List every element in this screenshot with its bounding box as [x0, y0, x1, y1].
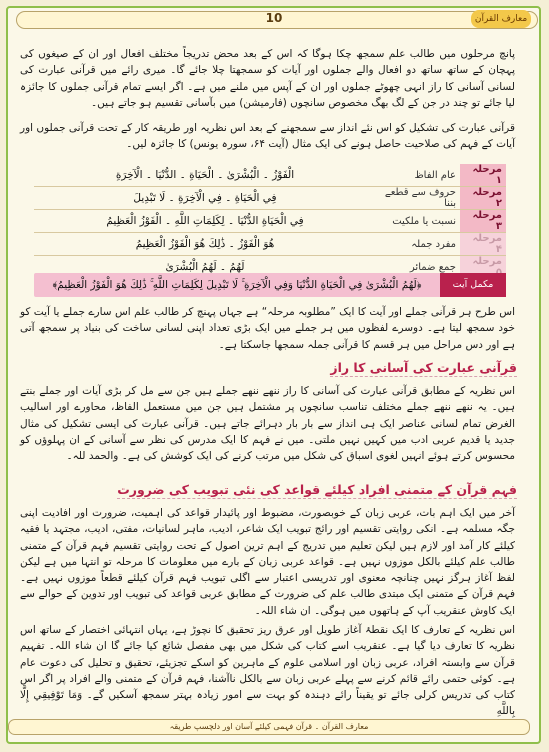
stage-row: [34, 233, 506, 256]
stage-label: مرحلہ: [460, 256, 506, 279]
stage-arabic: فِي الْحَيَاةِ الدُّنْيَا ۔ لِكَلِمَاتِ اللَّهِ ۔ الْفَوْزُ الْعَظِيمُ: [34, 210, 376, 233]
paragraph-secret: اس نظریہ کے مطابق قرآنی عبارت کی آسانی کا راز ننھے ننھے جملے ہیں جن سے مل کر بڑی آیات اور جملے بنتے ہیں۔ یہ ننھے ننھے جملے مختلف تناسب سانچوں پر مشتمل ہیں جن میں مستعمل الفاظ، محاورے اور اسالیب الغرض تمام لسانی عناصر ایک ہی انداز سے بار بار دہرائے جاتے ہیں۔ قرآنی عبارت کی ایسی تشکیل کی مثال جدید یا قدیم عربی ادب میں کہیں نہیں ملتی۔ میں نے فہم کا ایک مدرس کی نظر سے آسانی کے ان پہلوؤں کو محسوس کرتے ہوئے انہیں لغوی اسباق کی شکل میں مرتب کرنے کی ایک کوشش کی ہے۔ والحمد للہ۔: [20, 385, 515, 463]
paragraph-intro: پانچ مرحلوں میں طالب علم سمجھ چکا ہوگا کہ اس کے بعد محض تدریجاً مختلف افعال اور ان کے صیغوں کی پہچان کے ساتھ ساتھ دو افعال والے جملوں اور آیات کو سمجھتا چلا جائے گا۔ میری رائے میں قرآنی عبارت کی لسانی آسانی کا راز انہی چھوٹے جملوں اور ان کے آپس میں ملنے میں ہے۔ اگر ایسے تمام قرآنی جملوں کا جائزہ لیا جائے تو چند در جن کے لگ بھگ مخصوص سانچوں (فارمیشن) میں بآسانی تقسیم ہو جاتے ہیں۔: [20, 48, 515, 109]
stage-arabic: هُوَ الْفَوْزُ ۔ ذَٰلِكَ هُوَ الْفَوْزُ الْعَظِيمُ: [34, 233, 376, 256]
paragraph-stage-summary: اس طرح ہر قرآنی جملے اور آیت کا ایک ”مطلوبہ مرحلہ“ ہے جہاں پہنچ کر طالب علم اس سارے جملے یا آیت کو خود سمجھ لیتا ہے۔ دوسرے لفظوں میں ہر جملے میں ایک بڑی تعداد اپنی لسانی ساخت کی بنیاد پر سمجھ آتی ہے اور دس مراحل میں ہر قسم کا قرآنی جملہ سمجھا جاسکتا ہے۔: [20, 306, 515, 351]
section-heading: قرآنی عبارت کی آسانی کا راز: [330, 360, 517, 375]
page-number: 10: [265, 11, 283, 25]
paragraph-example-intro: قرآنی عبارت کی تشکیل کو اس نئے انداز سے سمجھنے کے بعد اس نظریہ اور طریقہ کار کے تحت قرآنی جملوں اور آیات کے فہم کی صلاحیت حاصل ہونے کی ایک مثال (آیت ۶۴، سورہ یونس) کا جائزہ لیں۔: [20, 122, 515, 151]
stage-row: [34, 187, 506, 210]
stage-label: مرحلہ ۳: [460, 210, 506, 233]
stage-category: جمع ضمائر: [376, 256, 460, 279]
stage-category: حروف سے قطعے بننا: [376, 187, 460, 210]
paragraph-grammar: آخر میں ایک اہم بات، عربی زبان کے خوبصورت، مضبوط اور پائیدار قواعد کی اہمیت، ضرورت اور افادیت اپنی جگہ مسلمہ ہے۔ انکی روایتی تقسیم اور رائج تبویب ایک شاعر، ادیب، ماہر لسانیات، مفتی، ادیب، مجتہد یا فقیہ کیلئے کار آمد اور لازم ہیں لیکن تعلیم میں تدریج کے اہم ترین اصول کے تحت روایتی تقسیم فہم قرآن کے متمنی طالب علم کیلئے بالکل موزوں نہیں ہے۔ قواعد عربی زبان کے بارے میں معلومات کا مرحلہ تو انتہا میں ہے لیکن لفظ آغاز ہرگز نہیں چنانچہ معنوی اور تدریسی اعتبار سے اگلی تبویب فہم قرآن کیلئے قطعاً موزوں نہیں ہے۔ فہم قرآن کے متمنی ایک مبتدی طالب علم کی ضرورت کے مطابق عربی قواعد کی تبویب اور تدوین کے حوالے سے ایک کاوش عنقریب آپ کے ہاتھوں میں ہوگی۔ ان شاء اللہ۔: [20, 507, 515, 617]
stage-arabic: لَهُمُ ۔ لَهُمُ الْبُشْرَىٰ: [34, 256, 376, 279]
page-header: [8, 8, 539, 30]
stage-label: مرحلہ ۲: [460, 187, 506, 210]
stage-label: مرحلہ ۴: [460, 233, 506, 256]
stage-row: [34, 210, 506, 233]
stage-row: [34, 164, 506, 187]
book-logo: معارف القرآن: [471, 10, 531, 28]
stages-table: [34, 164, 506, 279]
complete-verse-tab: مکمل آیت: [440, 273, 506, 297]
stage-category: مفرد جملہ: [376, 233, 460, 256]
complete-verse-bar: [34, 273, 506, 297]
stage-arabic: الْفَوْزُ ۔ الْبُشْرَىٰ ۔ الْحَيَاةِ ۔ الدُّنْيَا ۔ الْآخِرَةِ: [34, 164, 376, 187]
paragraph-closing: اس نظریہ کے تعارف کا ایک نقطۂ آغاز طویل اور عرق ریز تحقیق کا نچوڑ ہے، یہاں انتہائی اختصار کے ساتھ اس نظریہ کا تعارف دیا گیا ہے۔ عنقریب اسے کتاب کی شکل میں بھی مفصل شائع کیا جائے گا ان شاء اللہ۔ تفہیم قرآن سے وابستہ افراد، عربی زبان اور اسلامی علوم کے ماہرین کو اسکے تجزیئے، تحقیق و تحلیل کی دعوت عام ہے۔ کوئی حتمی رائے قائم کرنے سے پہلے عربی زبان سے بالکل ناآشنا، فہم قرآن کے متمنی والے افراد پر اگر اس کتاب کی تدریس کرلی جائے تو یقیناً رائے دہندہ کو بہت سے امور زیادہ بہتر سمجھ آسکیں گے۔ وَمَا تَوْفِيقِي إِلَّا بِاللَّهِ: [20, 624, 515, 718]
stage-arabic: فِي الْحَيَاةِ ۔ فِي الْآخِرَةِ ۔ لَا تَبْدِيلَ: [34, 187, 376, 210]
section-heading: فہم قرآن کے متمنی افراد کیلئے قواعد کی نئی تبویب کی ضرورت: [117, 482, 517, 497]
complete-verse-text: ﴿لَهُمُ الْبُشْرَىٰ فِي الْحَيَاةِ الدُّنْيَا وَفِي الْآخِرَةِ ۚ لَا تَبْدِيلَ لِكَلِمَاتِ اللَّهِ ۚ ذَٰلِكَ هُوَ الْفَوْزُ الْعَظِيمُ﴾: [52, 279, 422, 291]
page-footer: معارف القرآن ۔ قرآن فہمی کیلئے آسان اور دلچسپ طریقہ: [8, 719, 530, 735]
stage-category: نسبت یا ملکیت: [376, 210, 460, 233]
stage-label: مرحلہ ۱: [460, 164, 506, 187]
stage-category: عام الفاظ: [376, 164, 460, 187]
